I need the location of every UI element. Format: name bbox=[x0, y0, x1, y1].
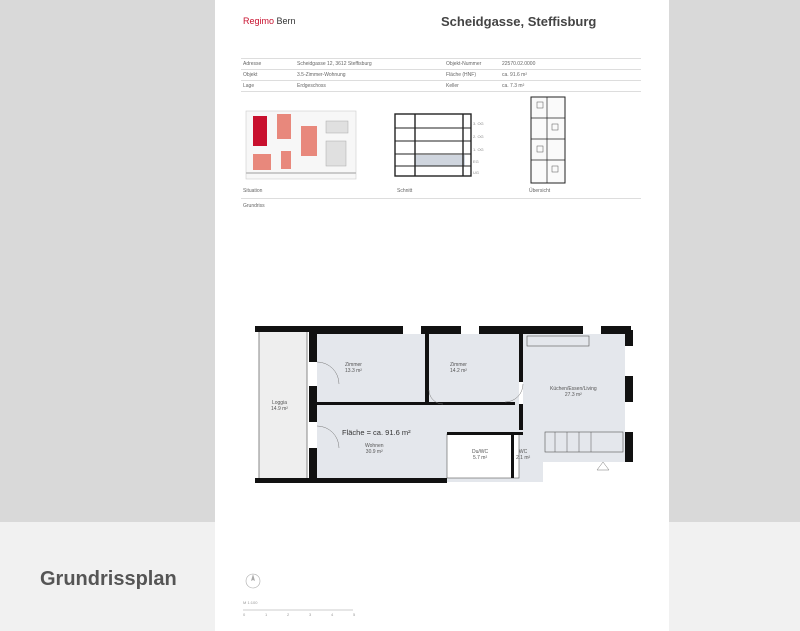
room-area: 30.9 m² bbox=[365, 449, 383, 455]
fact-label: Objekt-Nummer bbox=[444, 59, 500, 70]
situation-map bbox=[241, 106, 361, 184]
north-arrow-icon bbox=[243, 570, 263, 590]
room-name: Du/WC bbox=[472, 449, 489, 455]
fact-label: Objekt bbox=[241, 70, 295, 81]
fact-value: Scheidgasse 12, 3612 Steffisburg bbox=[295, 59, 444, 70]
scale-tick: 5 bbox=[353, 612, 356, 617]
floor-label: 3. OG bbox=[473, 121, 484, 126]
caption-schnitt: Schnitt bbox=[397, 188, 413, 194]
floor-label: UG bbox=[473, 170, 479, 175]
caption-grundriss: Grundriss bbox=[243, 203, 265, 209]
room-label bbox=[516, 449, 530, 461]
facts-row bbox=[241, 81, 641, 92]
fact-label: Adresse bbox=[241, 59, 295, 70]
floor-plan bbox=[253, 322, 633, 492]
room-area: 14.9 m² bbox=[271, 406, 288, 412]
room-label bbox=[550, 386, 597, 398]
room-label bbox=[345, 362, 362, 374]
fact-label: Keller bbox=[444, 81, 500, 92]
property-facts-table bbox=[241, 58, 641, 92]
overlay-title: Grundrissplan bbox=[40, 568, 177, 590]
room-area: 14.2 m² bbox=[450, 368, 467, 374]
overview-plan bbox=[525, 94, 585, 186]
room-name: Loggia bbox=[271, 400, 287, 406]
brand-logo bbox=[243, 16, 296, 26]
caption-situation: Situation bbox=[243, 188, 263, 194]
room-label bbox=[472, 449, 488, 461]
property-title: Scheidgasse, Steffisburg bbox=[441, 14, 597, 29]
section-drawing bbox=[391, 110, 491, 184]
floor-label: 1. OG bbox=[473, 147, 484, 152]
caption-uebersicht: Übersicht bbox=[529, 188, 551, 194]
room-area: 2.1 m² bbox=[516, 455, 531, 461]
room-name: Zimmer bbox=[450, 362, 467, 368]
room-label bbox=[271, 400, 288, 412]
fact-value: ca. 7.3 m² bbox=[500, 81, 641, 92]
fact-label: Fläche (HNF) bbox=[444, 70, 500, 81]
fact-value: Erdgeschoss bbox=[295, 81, 444, 92]
room-area: 13.3 m² bbox=[345, 368, 362, 374]
facts-row bbox=[241, 70, 641, 81]
highlighted-floor bbox=[415, 155, 465, 166]
facts-row bbox=[241, 59, 641, 70]
fact-value: ca. 91.6 m² bbox=[500, 70, 641, 81]
scale-tick: 4 bbox=[331, 612, 334, 617]
room-area: 27.3 m² bbox=[564, 392, 582, 398]
room-name: Zimmer bbox=[345, 362, 362, 368]
entrance-arrow-icon bbox=[597, 462, 609, 470]
apartment-area: Fläche = ca. 91.6 m² bbox=[342, 428, 411, 437]
room-name: Küchen/Essen/Living bbox=[550, 386, 597, 392]
floor-label: 2. OG bbox=[473, 134, 484, 139]
brand-secondary: Bern bbox=[276, 16, 296, 26]
fact-value: 22570.02.0000 bbox=[500, 59, 641, 70]
room-name: Wohnen bbox=[365, 443, 384, 449]
brand-primary: Regimo bbox=[243, 16, 275, 26]
room-area: 5.7 m² bbox=[472, 455, 488, 461]
room-name: WC bbox=[518, 449, 528, 455]
room-label bbox=[365, 443, 384, 455]
scale-tick: 3 bbox=[309, 612, 312, 617]
scale-tick: 2 bbox=[287, 612, 290, 617]
scale-bar bbox=[243, 607, 363, 613]
scale-tick: 0 bbox=[243, 612, 246, 617]
highlighted-building bbox=[253, 116, 267, 146]
scale-text: M 1:100 bbox=[243, 600, 258, 605]
fact-value: 3.5-Zimmer-Wohnung bbox=[295, 70, 444, 81]
floorplan-sheet bbox=[215, 0, 669, 631]
floor-label: EG bbox=[473, 159, 479, 164]
scale-tick: 1 bbox=[265, 612, 268, 617]
fact-label: Lage bbox=[241, 81, 295, 92]
divider bbox=[241, 198, 641, 199]
room-label bbox=[450, 362, 467, 374]
